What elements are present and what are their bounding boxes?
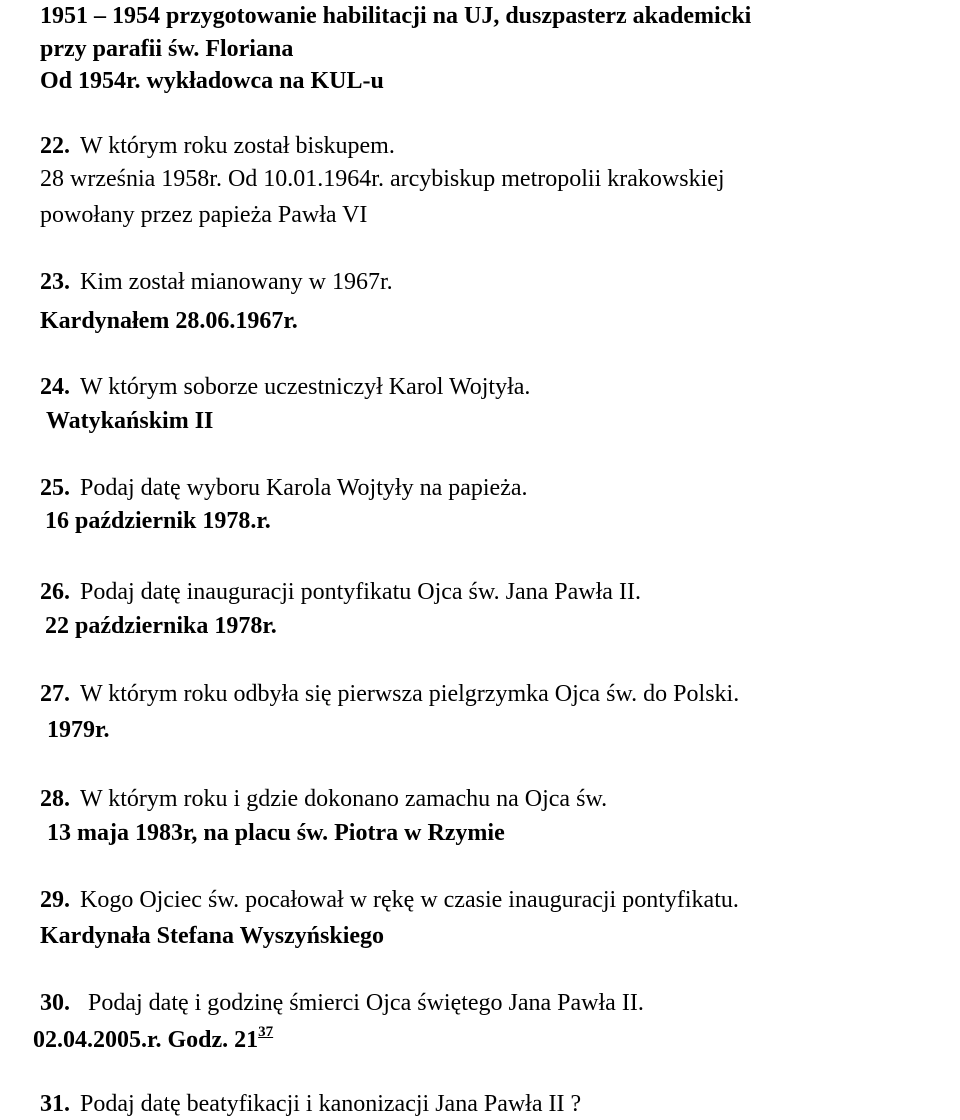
answer-24: Watykańskim II bbox=[46, 408, 214, 434]
answer-minutes: 37 bbox=[258, 1024, 274, 1040]
answer-26: 22 października 1978r. bbox=[45, 613, 277, 639]
question-text: Kogo Ojciec św. pocałował w rękę w czasie inauguracji pontyfikatu. bbox=[80, 887, 739, 913]
question-text: Kim został mianowany w 1967r. bbox=[80, 269, 393, 295]
answer-29: Kardynała Stefana Wyszyńskiego bbox=[40, 923, 385, 949]
question-number: 25. bbox=[40, 475, 70, 501]
question-27 bbox=[0, 678, 739, 710]
question-number: 24. bbox=[40, 374, 70, 400]
question-number: 28. bbox=[40, 786, 70, 812]
question-22 bbox=[40, 130, 395, 162]
intro-line-3: Od 1954r. wykładowca na KUL-u bbox=[40, 68, 384, 94]
question-text: Podaj datę beatyfikacji i kanonizacji Jana Pawła II ? bbox=[80, 1091, 582, 1117]
intro-line-1: 1951 – 1954 przygotowanie habilitacji na UJ, duszpasterz akademicki bbox=[40, 3, 752, 29]
question-30 bbox=[0, 987, 644, 1019]
intro-line-2: przy parafii św. Floriana bbox=[40, 36, 294, 62]
question-number: 30. bbox=[40, 990, 70, 1016]
question-number: 23. bbox=[40, 269, 70, 295]
question-text: W którym roku i gdzie dokonano zamachu na Ojca św. bbox=[80, 786, 608, 812]
question-29 bbox=[0, 884, 739, 916]
question-text: Podaj datę inauguracji pontyfikatu Ojca św. Jana Pawła II. bbox=[80, 579, 641, 605]
question-26 bbox=[0, 576, 641, 608]
question-23 bbox=[0, 266, 393, 298]
question-text: W którym soborze uczestniczył Karol Wojtyła. bbox=[80, 374, 531, 400]
answer-28: 13 maja 1983r, na placu św. Piotra w Rzymie bbox=[47, 820, 505, 846]
question-number: 31. bbox=[40, 1091, 70, 1117]
answer-date-time: 02.04.2005.r. Godz. 21 bbox=[33, 1027, 259, 1053]
answer-22-line-2: powołany przez papieża Pawła VI bbox=[40, 202, 368, 228]
question-number: 22. bbox=[40, 133, 70, 159]
answer-22-line-1: 28 września 1958r. Od 10.01.1964r. arcybiskup metropolii krakowskiej bbox=[40, 166, 725, 192]
question-31 bbox=[0, 1088, 581, 1120]
question-text: Podaj datę wyboru Karola Wojtyły na papieża. bbox=[80, 475, 528, 501]
question-number: 27. bbox=[40, 681, 70, 707]
question-25 bbox=[0, 472, 528, 504]
question-text: W którym roku został biskupem. bbox=[80, 133, 395, 159]
answer-30 bbox=[33, 1024, 273, 1056]
question-text: Podaj datę i godzinę śmierci Ojca świętego Jana Pawła II. bbox=[88, 990, 644, 1016]
answer-25: 16 październik 1978.r. bbox=[45, 508, 271, 534]
answer-23: Kardynałem 28.06.1967r. bbox=[40, 308, 298, 334]
question-text: W którym roku odbyła się pierwsza pielgrzymka Ojca św. do Polski. bbox=[80, 681, 740, 707]
question-24 bbox=[0, 371, 530, 403]
question-number: 29. bbox=[40, 887, 70, 913]
question-28 bbox=[0, 783, 607, 815]
answer-27: 1979r. bbox=[47, 717, 110, 743]
question-number: 26. bbox=[40, 579, 70, 605]
